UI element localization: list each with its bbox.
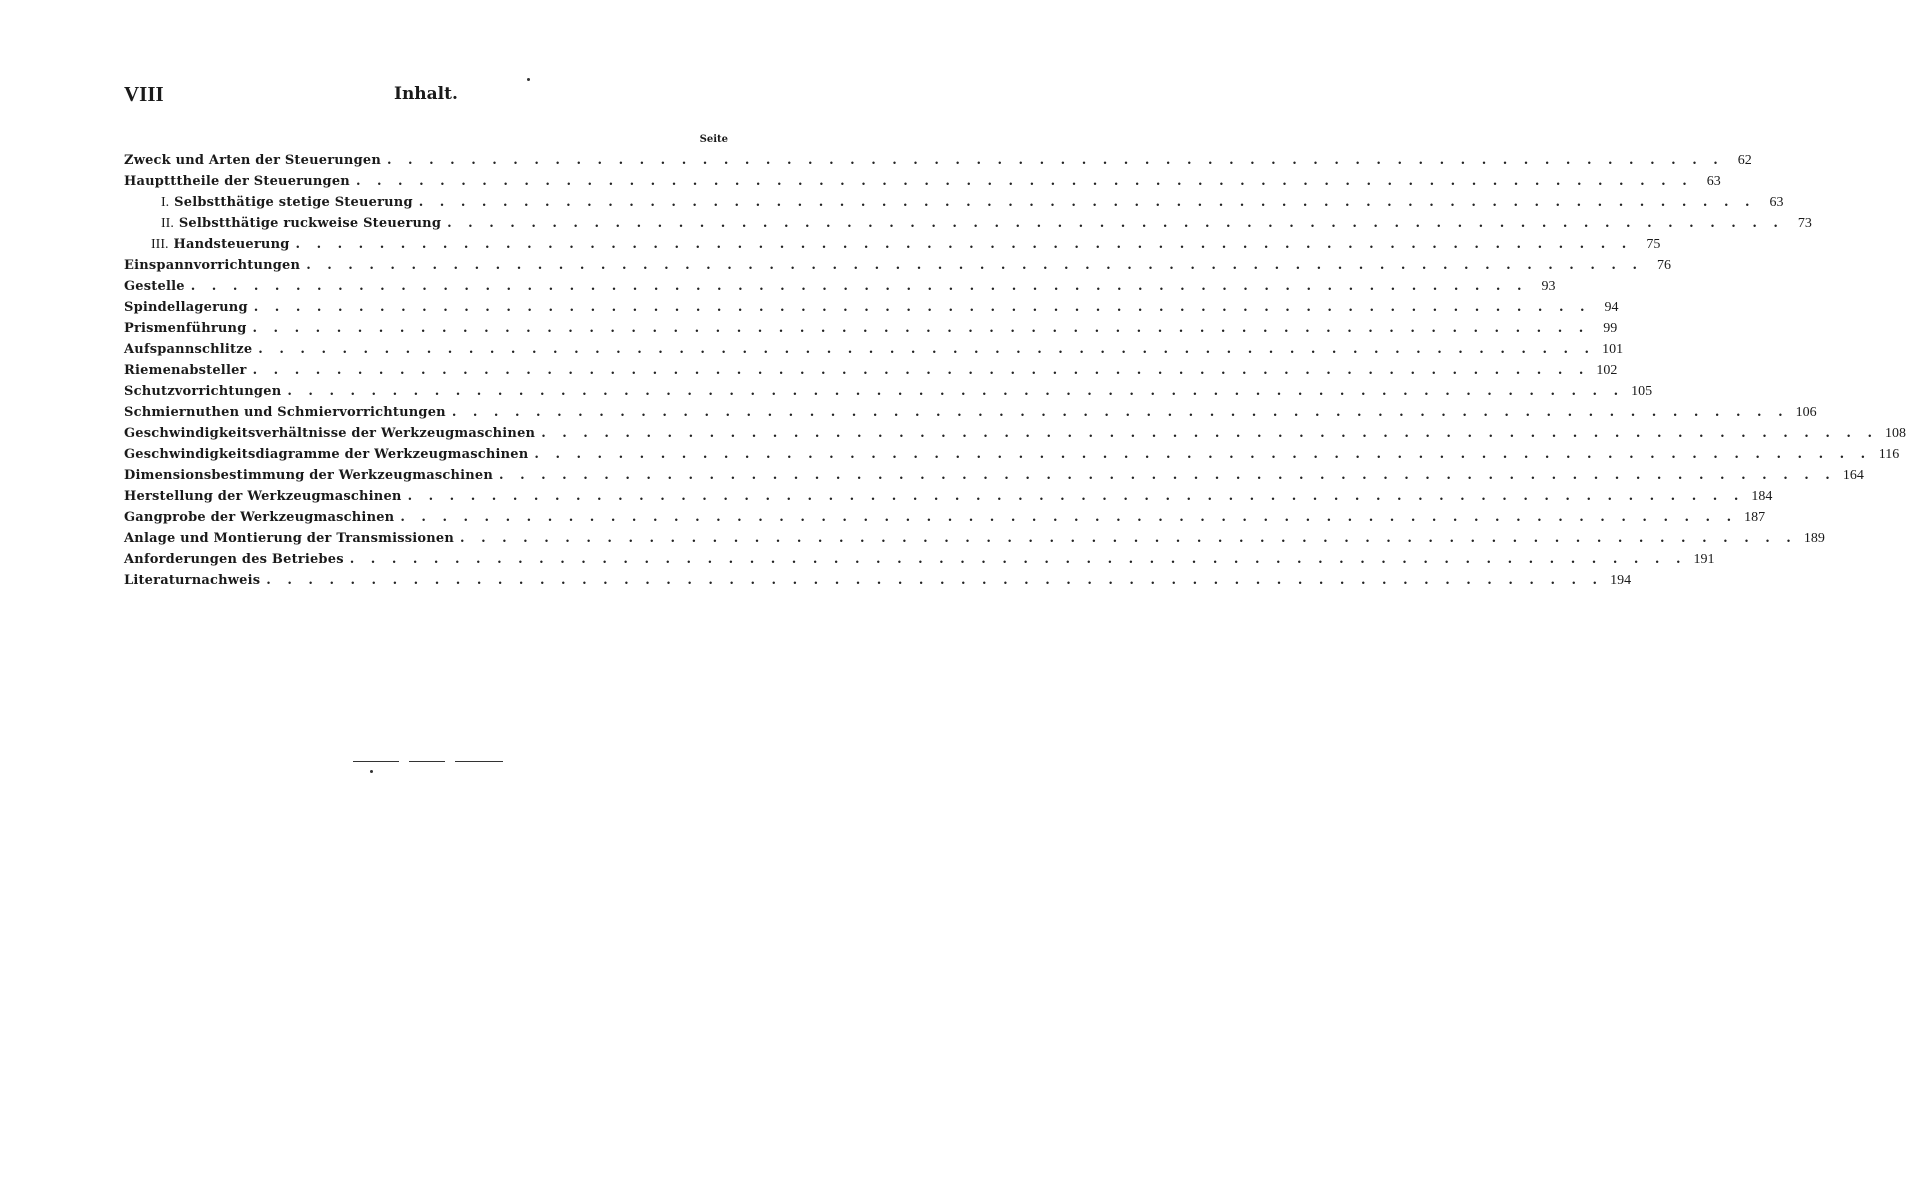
dot-leader: . . . . . . . . . . . . . . . . . . . . . . . . . . . . . . . . . . . . . . . . . . . . . . . . . . . . . . . . . . . . . . . .	[447, 216, 1784, 231]
toc-entry-page: 63	[1769, 195, 1784, 210]
toc-entry-page: 184	[1751, 489, 1773, 504]
toc-entry-title: Handsteuerung	[173, 237, 290, 252]
page-column-label: Seite	[699, 134, 728, 145]
toc-entry-page: 73	[1797, 216, 1812, 231]
dot-leader: . . . . . . . . . . . . . . . . . . . . . . . . . . . . . . . . . . . . . . . . . . . . . . . . . . . . . . . . . . . . . . . .	[295, 237, 1633, 252]
toc-entry	[124, 423, 1906, 444]
toc-entry-page: 187	[1744, 510, 1766, 525]
toc-entry-title: Gestelle	[124, 279, 185, 294]
dot-leader: . . . . . . . . . . . . . . . . . . . . . . . . . . . . . . . . . . . . . . . . . . . . . . . . . . . . . . . . . . . . . . . .	[499, 468, 1836, 483]
toc-entry-page: 99	[1603, 321, 1618, 336]
dot-leader: . . . . . . . . . . . . . . . . . . . . . . . . . . . . . . . . . . . . . . . . . . . . . . . . . . . . . . . . . . . . . . . .	[190, 279, 1528, 294]
toc-entry-page: 75	[1646, 237, 1661, 252]
dot-leader: . . . . . . . . . . . . . . . . . . . . . . . . . . . . . . . . . . . . . . . . . . . . . . . . . . . . . . . . . . . . . . . .	[306, 258, 1643, 273]
toc-entry-title: Selbstthätige stetige Steuerung	[174, 195, 413, 210]
print-speck	[527, 78, 530, 81]
dot-leader: . . . . . . . . . . . . . . . . . . . . . . . . . . . . . . . . . . . . . . . . . . . . . . . . . . . . . . . . . . . . . . . .	[451, 405, 1789, 420]
toc-entry-page: 63	[1706, 174, 1721, 189]
toc-entry-title: Geschwindigkeitsverhältnisse der Werkzeugmaschinen	[124, 426, 536, 441]
toc-entry-title: Spindellagerung	[124, 300, 248, 315]
dot-leader: . . . . . . . . . . . . . . . . . . . . . . . . . . . . . . . . . . . . . . . . . . . . . . . . . . . . . . . . . . . . . . . .	[400, 510, 1738, 525]
dot-leader: . . . . . . . . . . . . . . . . . . . . . . . . . . . . . . . . . . . . . . . . . . . . . . . . . . . . . . . . . . . . . . . .	[387, 153, 1724, 168]
toc-entry-title: Literaturnachweis	[124, 573, 261, 588]
toc-entry	[124, 276, 1556, 297]
toc-entry-title: Aufspannschlitze	[124, 342, 253, 357]
toc-entry-page: 76	[1656, 258, 1671, 273]
toc-entry	[124, 171, 1721, 192]
toc-entry-page: 105	[1631, 384, 1653, 399]
toc-entry-page: 164	[1842, 468, 1864, 483]
toc-entry-title: Schmiernuthen und Schmiervorrichtungen	[124, 405, 446, 420]
toc-entry-title: Herstellung der Werkzeugmaschinen	[124, 489, 402, 504]
toc-entry-page: 191	[1693, 552, 1715, 567]
toc-entry-title: Anforderungen des Betriebes	[124, 552, 344, 567]
end-rule-segment	[409, 761, 445, 762]
toc-entry	[124, 192, 1784, 213]
toc-entry-title: Riemenabsteller	[124, 363, 247, 378]
page-header	[124, 82, 724, 112]
toc-entry-title: Geschwindigkeitsdiagramme der Werkzeugmaschinen	[124, 447, 529, 462]
toc-entry	[124, 150, 1752, 171]
toc-entry-page: 94	[1604, 300, 1619, 315]
toc-entry-page: 101	[1602, 342, 1624, 357]
toc-entry	[124, 444, 1900, 465]
dot-leader: . . . . . . . . . . . . . . . . . . . . . . . . . . . . . . . . . . . . . . . . . . . . . . . . . . . . . . . . . . . . . . . .	[349, 552, 1687, 567]
toc-entry-title: Zweck und Arten der Steuerungen	[124, 153, 381, 168]
toc-entry-numeral: I.	[161, 195, 170, 210]
page-number: VIII	[124, 82, 164, 106]
dot-leader: . . . . . . . . . . . . . . . . . . . . . . . . . . . . . . . . . . . . . . . . . . . . . . . . . . . . . . . . . . . . . . . .	[541, 426, 1878, 441]
table-of-contents	[124, 150, 1906, 591]
dot-leader: . . . . . . . . . . . . . . . . . . . . . . . . . . . . . . . . . . . . . . . . . . . . . . . . . . . . . . . . . . . . . . . .	[418, 195, 1756, 210]
toc-entry-numeral: III.	[151, 237, 169, 252]
toc-entry-numeral: II.	[161, 216, 174, 231]
end-rule-segment	[353, 761, 399, 762]
toc-entry-page: 62	[1737, 153, 1752, 168]
toc-entry-title: Hauptttheile der Steuerungen	[124, 174, 350, 189]
toc-entry-title: Prismenführung	[124, 321, 247, 336]
toc-entry-page: 189	[1803, 531, 1825, 546]
toc-entry	[124, 528, 1825, 549]
toc-entry-page: 108	[1885, 426, 1906, 441]
toc-entry-page: 116	[1878, 447, 1900, 462]
toc-entry	[124, 318, 1618, 339]
dot-leader: . . . . . . . . . . . . . . . . . . . . . . . . . . . . . . . . . . . . . . . . . . . . . . . . . . . . . . . . . . . . . . . .	[460, 531, 1797, 546]
toc-entry-title: Anlage und Montierung der Transmissionen	[124, 531, 455, 546]
toc-entry-title: Einspannvorrichtungen	[124, 258, 301, 273]
toc-entry-page: 194	[1610, 573, 1632, 588]
toc-entry-title: Selbstthätige ruckweise Steuerung	[178, 216, 442, 231]
dot-leader: . . . . . . . . . . . . . . . . . . . . . . . . . . . . . . . . . . . . . . . . . . . . . . . . . . . . . . . . . . . . . . . .	[253, 300, 1591, 315]
toc-entry	[124, 255, 1671, 276]
toc-entry	[124, 486, 1773, 507]
running-title: Inhalt.	[394, 84, 458, 104]
print-speck	[370, 770, 373, 773]
end-rule-segment	[455, 761, 503, 762]
toc-entry-title: Gangprobe der Werkzeugmaschinen	[124, 510, 395, 525]
toc-entry	[124, 549, 1715, 570]
toc-entry-page: 102	[1596, 363, 1618, 378]
dot-leader: . . . . . . . . . . . . . . . . . . . . . . . . . . . . . . . . . . . . . . . . . . . . . . . . . . . . . . . . . . . . . . . .	[287, 384, 1625, 399]
toc-entry	[124, 234, 1661, 255]
dot-leader: . . . . . . . . . . . . . . . . . . . . . . . . . . . . . . . . . . . . . . . . . . . . . . . . . . . . . . . . . . . . . . . .	[252, 321, 1590, 336]
toc-entry	[124, 339, 1624, 360]
toc-entry	[124, 570, 1632, 591]
dot-leader: . . . . . . . . . . . . . . . . . . . . . . . . . . . . . . . . . . . . . . . . . . . . . . . . . . . . . . . . . . . . . . . .	[258, 342, 1596, 357]
toc-entry	[124, 402, 1817, 423]
toc-entry	[124, 297, 1619, 318]
dot-leader: . . . . . . . . . . . . . . . . . . . . . . . . . . . . . . . . . . . . . . . . . . . . . . . . . . . . . . . . . . . . . . . .	[534, 447, 1872, 462]
toc-entry	[124, 507, 1766, 528]
toc-entry-page: 106	[1795, 405, 1817, 420]
toc-entry-title: Dimensionsbestimmung der Werkzeugmaschinen	[124, 468, 494, 483]
toc-entry-title: Schutzvorrichtungen	[124, 384, 282, 399]
dot-leader: . . . . . . . . . . . . . . . . . . . . . . . . . . . . . . . . . . . . . . . . . . . . . . . . . . . . . . . . . . . . . . . .	[266, 573, 1604, 588]
dot-leader: . . . . . . . . . . . . . . . . . . . . . . . . . . . . . . . . . . . . . . . . . . . . . . . . . . . . . . . . . . . . . . . .	[355, 174, 1693, 189]
toc-entry	[124, 213, 1812, 234]
toc-entry	[124, 360, 1618, 381]
toc-entry	[124, 381, 1653, 402]
toc-entry-page: 93	[1541, 279, 1556, 294]
dot-leader: . . . . . . . . . . . . . . . . . . . . . . . . . . . . . . . . . . . . . . . . . . . . . . . . . . . . . . . . . . . . . . . .	[252, 363, 1590, 378]
toc-entry	[124, 465, 1864, 486]
dot-leader: . . . . . . . . . . . . . . . . . . . . . . . . . . . . . . . . . . . . . . . . . . . . . . . . . . . . . . . . . . . . . . . .	[407, 489, 1745, 504]
